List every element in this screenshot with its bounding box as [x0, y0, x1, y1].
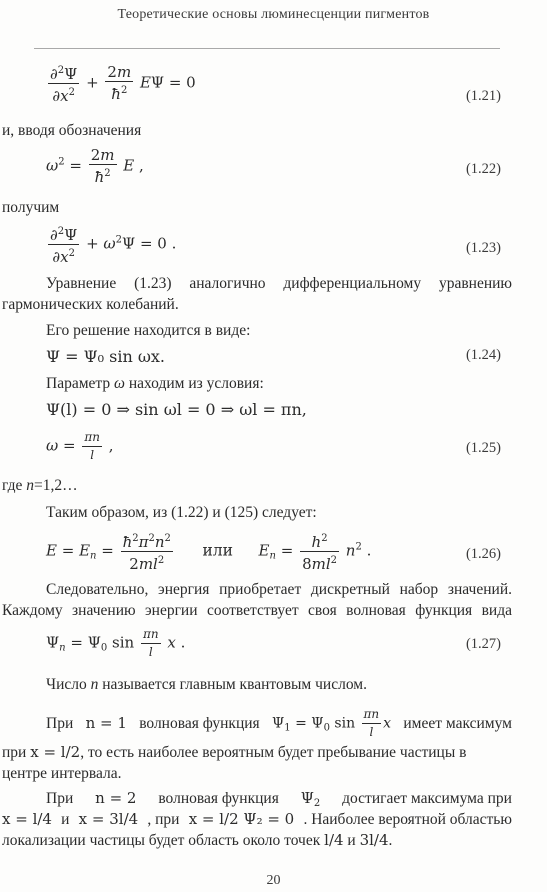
paragraph-6-end: называется главным квантовым числом.	[102, 676, 367, 693]
equation-1-24: Ψ = Ψ₀ sin ωx.	[46, 347, 166, 366]
where-label: где	[2, 477, 23, 494]
equation-1-27: $\Psi_n = \Psi_0$ sin $\frac{\pi n}{l}$ x .	[46, 627, 186, 659]
equation-number-1-23: (1.23)	[465, 240, 501, 256]
p7-has-max: имеет максимум	[403, 715, 512, 732]
equation-number-1-22: (1.22)	[465, 161, 501, 177]
or-word: или	[202, 541, 233, 560]
n-variable: n	[26, 477, 34, 494]
equation-1-25: ω = $\frac{\pi n}{l}$ ,	[46, 430, 114, 462]
paragraph-2: Его решение находится в виде:	[46, 322, 251, 339]
point-l-quarter: l/4	[324, 831, 344, 849]
point-3l-quarter: 3l/4	[359, 831, 389, 849]
psi1-formula: $\Psi_1 = \Psi_0$ sin $\frac{\pi n}{l}$ x	[272, 707, 392, 739]
n-equals-2: n = 2	[95, 789, 137, 807]
equation-number-1-21: (1.21)	[465, 88, 501, 104]
equation-1-23: $\frac{\partial^2\Psi}{\partial x^2}$ + $\omega^2\Psi = 0$ .	[46, 223, 176, 266]
p8-and: и	[61, 811, 70, 828]
paragraph-7-line-3: центре интервала.	[2, 765, 122, 782]
p7-wave-function: волновая функция	[139, 715, 260, 732]
paragraph-3	[46, 373, 264, 394]
x-equals-3l-quarter: x = 3l/4	[78, 810, 139, 828]
paragraph-3-end: находим из условия:	[128, 375, 264, 392]
p8-when: При	[46, 790, 74, 807]
n-variable: n	[90, 676, 99, 693]
p8-most-probable: . Наиболее вероятной областью	[303, 811, 512, 828]
page-number: 20	[266, 873, 281, 888]
equation-number-1-26: (1.26)	[465, 546, 501, 562]
x-equals-l-quarter: x = l/4	[2, 810, 52, 828]
p7-most-probable: , то есть наиболее вероятным будет пребывание частицы в	[80, 744, 467, 761]
equation-1-22: $\omega^2$ = $\frac{2m}{ħ^2}$ E ,	[46, 146, 144, 186]
paragraph-5-line-1: Следовательно, энергия приобретает дискретный набор значений.	[46, 581, 512, 598]
header-rule	[34, 48, 500, 49]
equation-number-1-27: (1.27)	[465, 636, 501, 652]
p8-period: .	[388, 832, 393, 849]
p7-when: При	[46, 715, 74, 732]
n-values: =1,2…	[33, 477, 78, 494]
x-equals-l-half: x = l/2	[30, 743, 81, 761]
p8-reaches-max: достигает максимума при	[342, 790, 512, 807]
paragraph-7-line-2	[2, 742, 466, 763]
boundary-condition: Ψ(l) = 0 ⇒ sin ωl = 0 ⇒ ωl = πn,	[46, 400, 307, 419]
paragraph-6	[46, 674, 367, 695]
paragraph-1-line-1: Уравнение (1.23) аналогично дифференциальному уравнению	[46, 275, 512, 292]
omega-symbol: ω	[113, 375, 125, 392]
equation-number-1-25: (1.25)	[465, 440, 501, 456]
p7-at: при	[2, 744, 27, 761]
paragraph-7-line-1	[46, 706, 512, 741]
paragraph-8-line-3	[2, 830, 392, 851]
paragraph-8-line-2	[2, 809, 512, 830]
equation-number-1-24: (1.24)	[465, 347, 501, 363]
paragraph-1-line-2: гармонических колебаний.	[2, 296, 179, 313]
n-equals-1: n = 1	[85, 714, 127, 732]
paragraph-5-line-2: Каждому значению энергии соответствует своя волновая функция вида	[2, 602, 512, 619]
psi2-zero: x = l/2 Ψ₂ = 0	[188, 810, 295, 828]
paragraph-3-start: Параметр	[46, 375, 111, 392]
equation-1-21: $\frac{\partial^2\Psi}{\partial x^2}$ + $\frac{2m}{ħ^2}$ EΨ = 0	[50, 63, 196, 105]
text-where-n	[2, 475, 78, 496]
p8-at: , при	[147, 811, 180, 828]
text-we-get: получим	[2, 199, 60, 216]
equation-1-26: $E = E_n$ = $\frac{ħ^2\pi^2n^2}{2ml^2}$ или $E_n$ = $\frac{h^2}{8ml^2}$ $n^2$ .	[46, 530, 371, 573]
p8-wave-function: волновая функция	[158, 790, 279, 807]
p8-localization: локализации частицы будет область около точек	[2, 832, 321, 849]
psi2-symbol: $\Psi_2$	[300, 789, 321, 809]
paragraph-4: Таким образом, из (1.22) и (125) следует:	[46, 504, 317, 521]
p8-and-2: и	[347, 832, 356, 849]
running-header: Теоретические основы люминесценции пигментов	[117, 7, 430, 22]
paragraph-6-start: Число	[46, 676, 87, 693]
text-and-intro: и, вводя обозначения	[2, 122, 142, 139]
